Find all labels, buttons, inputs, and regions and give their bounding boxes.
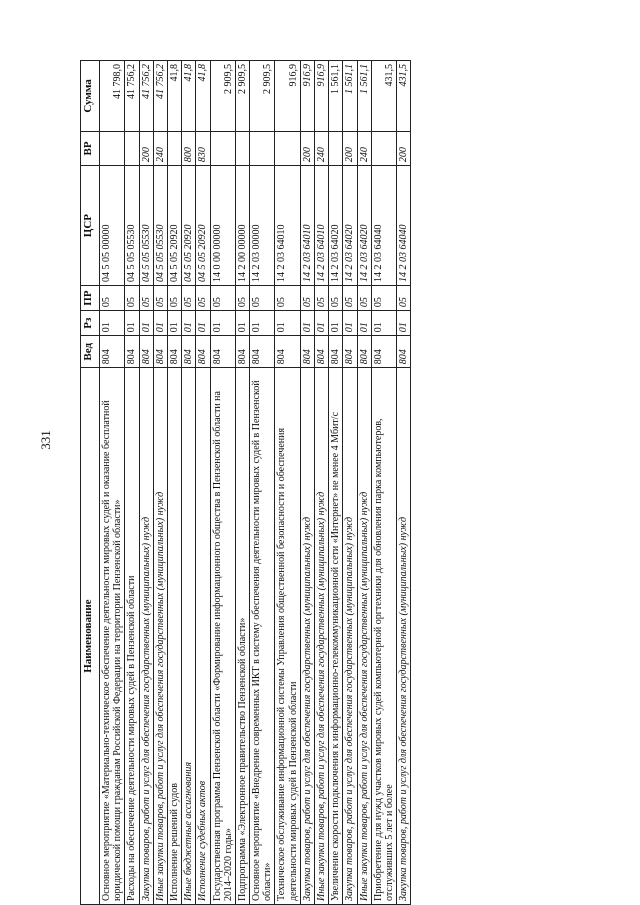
header-ved: Вед [81, 336, 100, 368]
cell-csr: 04 5 05 20920 [167, 166, 181, 286]
cell-ved: 804 [343, 336, 357, 368]
cell-csr: 04 5 05 20920 [182, 166, 196, 286]
table-row [139, 61, 153, 905]
budget-table-frame [80, 60, 630, 905]
cell-pr: 05 [250, 286, 275, 311]
cell-vr: 200 [397, 131, 411, 165]
cell-rz: 01 [153, 311, 167, 336]
header-vr: ВР [81, 131, 100, 165]
rotated-table-container [80, 60, 630, 905]
cell-vr: 240 [357, 131, 371, 165]
cell-vr: 200 [139, 131, 153, 165]
cell-vr [100, 131, 125, 165]
cell-rz: 01 [167, 311, 181, 336]
cell-ved: 804 [100, 336, 125, 368]
cell-vr [371, 131, 396, 165]
cell-vr [125, 131, 139, 165]
cell-csr: 14 2 03 00000 [250, 166, 275, 286]
cell-vr: 200 [300, 131, 314, 165]
cell-ved: 804 [397, 336, 411, 368]
cell-sum: 916,9 [275, 61, 300, 132]
cell-vr: 800 [182, 131, 196, 165]
cell-rz: 01 [371, 311, 396, 336]
cell-name: Иные закупки товаров, работ и услуг для обеспечения государственных (муниципальных) нужд [153, 368, 167, 905]
table-row [250, 61, 275, 905]
table-row [357, 61, 371, 905]
cell-rz: 01 [315, 311, 329, 336]
cell-pr: 05 [153, 286, 167, 311]
cell-sum: 916,9 [315, 61, 329, 132]
cell-rz: 01 [235, 311, 249, 336]
header-rz: Рз [81, 311, 100, 336]
cell-rz: 01 [397, 311, 411, 336]
cell-ved: 804 [275, 336, 300, 368]
cell-pr: 05 [196, 286, 210, 311]
cell-vr: 200 [343, 131, 357, 165]
cell-name: Расходы на обеспечение деятельности мировых судей в Пензенской области [125, 368, 139, 905]
cell-csr: 04 5 05 20920 [196, 166, 210, 286]
cell-csr: 14 0 00 00000 [210, 166, 235, 286]
cell-name: Основное мероприятие «Материально-техническое обеспечение деятельности мировых судей и оказание бесплатной юридической помощи гражданам Российской Федерации на территории Пензенской области» [100, 368, 125, 905]
cell-rz: 01 [125, 311, 139, 336]
cell-name: Исполнение судебных актов [196, 368, 210, 905]
cell-ved: 804 [196, 336, 210, 368]
cell-ved: 804 [300, 336, 314, 368]
table-body [100, 61, 411, 905]
cell-csr: 14 2 03 64040 [371, 166, 396, 286]
cell-pr: 05 [210, 286, 235, 311]
cell-sum: 1 561,1 [343, 61, 357, 132]
cell-vr [210, 131, 235, 165]
cell-ved: 804 [315, 336, 329, 368]
table-row [196, 61, 210, 905]
cell-vr [329, 131, 343, 165]
cell-csr: 14 2 03 64020 [343, 166, 357, 286]
cell-ved: 804 [210, 336, 235, 368]
cell-pr: 05 [343, 286, 357, 311]
cell-vr: 240 [153, 131, 167, 165]
cell-sum: 431,5 [371, 61, 396, 132]
cell-pr: 05 [139, 286, 153, 311]
table-row [397, 61, 411, 905]
page-number: 331 [38, 430, 53, 450]
cell-vr [235, 131, 249, 165]
cell-vr: 240 [315, 131, 329, 165]
cell-name: Увеличение скорости подключения к информационно-телекоммуникационной сети «Интернет» не менее 4 Мбит/с [329, 368, 343, 905]
cell-vr [250, 131, 275, 165]
cell-name: Закупка товаров, работ и услуг для обеспечения государственных (муниципальных) нужд [343, 368, 357, 905]
cell-pr: 05 [125, 286, 139, 311]
cell-name: Подпрограмма «Электронное правительство Пензенской области» [235, 368, 249, 905]
header-csr: ЦСР [81, 166, 100, 286]
cell-rz: 01 [100, 311, 125, 336]
cell-sum: 41 798,0 [100, 61, 125, 132]
header-sum: Сумма [81, 61, 100, 132]
cell-ved: 804 [167, 336, 181, 368]
table-row [100, 61, 125, 905]
table-row [125, 61, 139, 905]
cell-sum: 41 756,2 [139, 61, 153, 132]
cell-pr: 05 [329, 286, 343, 311]
cell-name: Исполнение решений судов [167, 368, 181, 905]
cell-pr: 05 [182, 286, 196, 311]
cell-name: Государственная программа Пензенской области «Формирование информационного общества в Пензенской области на 2014–2020 годы» [210, 368, 235, 905]
cell-csr: 04 5 05 05530 [139, 166, 153, 286]
table-row [235, 61, 249, 905]
cell-sum: 1 561,1 [357, 61, 371, 132]
cell-pr: 05 [167, 286, 181, 311]
cell-ved: 804 [371, 336, 396, 368]
cell-vr [275, 131, 300, 165]
cell-sum: 916,9 [300, 61, 314, 132]
cell-ved: 804 [235, 336, 249, 368]
cell-pr: 05 [235, 286, 249, 311]
cell-name: Закупка товаров, работ и услуг для обеспечения государственных (муниципальных) нужд [397, 368, 411, 905]
cell-vr [167, 131, 181, 165]
cell-csr: 14 2 03 64020 [357, 166, 371, 286]
table-row [300, 61, 314, 905]
cell-rz: 01 [196, 311, 210, 336]
table-row [153, 61, 167, 905]
cell-sum: 41,8 [167, 61, 181, 132]
table-row [275, 61, 300, 905]
cell-sum: 41,8 [182, 61, 196, 132]
cell-ved: 804 [153, 336, 167, 368]
cell-pr: 05 [275, 286, 300, 311]
cell-csr: 14 2 03 64010 [275, 166, 300, 286]
cell-rz: 01 [329, 311, 343, 336]
cell-sum: 431,5 [397, 61, 411, 132]
cell-ved: 804 [357, 336, 371, 368]
cell-sum: 2 909,5 [250, 61, 275, 132]
cell-name: Закупка товаров, работ и услуг для обеспечения государственных (муниципальных) нужд [139, 368, 153, 905]
header-pr: ПР [81, 286, 100, 311]
cell-name: Основное мероприятие «Внедрение современных ИКТ в систему обеспечения деятельности мировых судей в Пензенской области» [250, 368, 275, 905]
cell-sum: 2 909,5 [210, 61, 235, 132]
cell-sum: 2 909,5 [235, 61, 249, 132]
cell-ved: 804 [139, 336, 153, 368]
cell-ved: 804 [329, 336, 343, 368]
cell-csr: 04 5 05 05530 [125, 166, 139, 286]
cell-name: Техническое обслуживание информационной системы Управления общественной безопасности и обеспечения деятельности мировых судей в Пензенской области [275, 368, 300, 905]
cell-csr: 14 2 00 00000 [235, 166, 249, 286]
cell-rz: 01 [275, 311, 300, 336]
table-row [315, 61, 329, 905]
budget-table [80, 60, 411, 905]
cell-pr: 05 [315, 286, 329, 311]
table-header-row [81, 61, 100, 905]
cell-csr: 14 2 03 64020 [329, 166, 343, 286]
cell-sum: 1 561,1 [329, 61, 343, 132]
cell-sum: 41 756,2 [125, 61, 139, 132]
cell-name: Иные бюджетные ассигнования [182, 368, 196, 905]
cell-ved: 804 [182, 336, 196, 368]
cell-rz: 01 [250, 311, 275, 336]
table-row [210, 61, 235, 905]
cell-name: Иные закупки товаров, работ и услуг для обеспечения государственных (муниципальных) нужд [357, 368, 371, 905]
cell-pr: 05 [100, 286, 125, 311]
cell-rz: 01 [139, 311, 153, 336]
table-row [329, 61, 343, 905]
cell-csr: 14 2 03 64010 [315, 166, 329, 286]
cell-rz: 01 [300, 311, 314, 336]
header-name: Наименование [81, 368, 100, 905]
cell-ved: 804 [250, 336, 275, 368]
cell-csr: 14 2 03 64040 [397, 166, 411, 286]
cell-csr: 04 5 05 05530 [153, 166, 167, 286]
table-row [167, 61, 181, 905]
cell-name: Приобретение для нужд участков мировых судей компьютерной оргтехники для обновления парка компьютеров, отслуживших 5 лет и более [371, 368, 396, 905]
cell-sum: 41,8 [196, 61, 210, 132]
cell-csr: 14 2 03 64010 [300, 166, 314, 286]
cell-vr: 830 [196, 131, 210, 165]
cell-pr: 05 [300, 286, 314, 311]
cell-sum: 41 756,2 [153, 61, 167, 132]
table-row [182, 61, 196, 905]
cell-pr: 05 [397, 286, 411, 311]
cell-csr: 04 5 05 00000 [100, 166, 125, 286]
cell-pr: 05 [357, 286, 371, 311]
cell-rz: 01 [182, 311, 196, 336]
table-row [343, 61, 357, 905]
cell-pr: 05 [371, 286, 396, 311]
table-row [371, 61, 396, 905]
cell-rz: 01 [210, 311, 235, 336]
cell-rz: 01 [357, 311, 371, 336]
cell-ved: 804 [125, 336, 139, 368]
cell-name: Закупка товаров, работ и услуг для обеспечения государственных (муниципальных) нужд [300, 368, 314, 905]
cell-name: Иные закупки товаров, работ и услуг для обеспечения государственных (муниципальных) нужд [315, 368, 329, 905]
cell-rz: 01 [343, 311, 357, 336]
